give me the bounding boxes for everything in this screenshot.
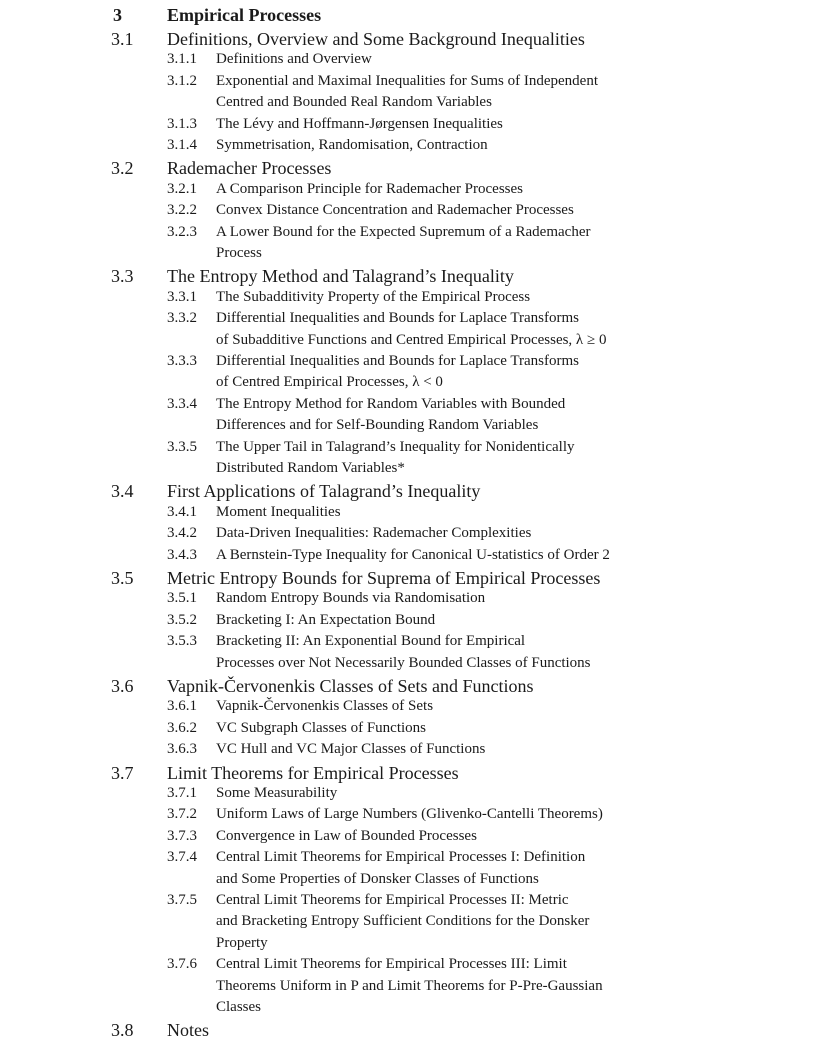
subsection-title-line: VC Hull and VC Major Classes of Functions [216,741,486,758]
subsection-number: 3.7.5 [167,892,197,908]
subsection-number: 3.3.4 [167,395,197,412]
subsection-title-line: Central Limit Theorems for Empirical Processes II: Metric [216,892,569,908]
subsection-title-line: Convex Distance Concentration and Rademacher Processes [216,202,574,219]
section-number: 3.8 [111,1020,134,1041]
subsection-number: 3.7.2 [167,806,197,823]
section-title: Limit Theorems for Empirical Processes [167,762,459,783]
subsection-title-line: of Subadditive Functions and Centred Empirical Processes, λ ≥ 0 [216,331,607,348]
subsection-number: 3.2.1 [167,180,197,197]
chapter-title: Empirical Processes [167,5,322,25]
subsection-title-line: The Entropy Method for Random Variables with Bounded [216,395,566,412]
section-number: 3.4 [111,481,134,502]
subsection-title-line: Exponential and Maximal Inequalities for Sums of Independent [216,72,598,89]
subsection-number: 3.4.3 [167,546,197,563]
subsection-title-line: Data-Driven Inequalities: Rademacher Complexities [216,525,532,542]
subsection-title-line: Central Limit Theorems for Empirical Processes III: Limit [216,956,567,973]
section-number: 3.6 [111,676,134,696]
subsection-title-line: of Centred Empirical Processes, λ < 0 [216,374,443,391]
subsection-title-line: The Lévy and Hoffmann-Jørgensen Inequalities [216,115,503,132]
subsection-title-line: Differences and for Self-Bounding Random Variables [216,417,539,434]
subsection-number: 3.1.4 [167,137,197,153]
subsection-title-line: Moment Inequalities [216,503,341,520]
section-title: Vapnik-Červonenkis Classes of Sets and Functions [167,676,534,696]
section-number: 3.7 [111,762,134,783]
subsection-number: 3.3.3 [167,353,197,369]
subsection-title-line: Property [216,934,268,951]
section-title: First Applications of Talagrand’s Inequality [167,481,481,502]
subsection-title-line: Processes over Not Necessarily Bounded Classes of Functions [216,654,591,671]
section-title: Rademacher Processes [167,158,332,179]
subsection-number: 3.5.1 [167,590,197,607]
subsection-number: 3.1.3 [167,115,197,132]
section-title: Notes [167,1020,209,1041]
section-number: 3.3 [111,266,134,287]
subsection-title-line: A Comparison Principle for Rademacher Processes [216,180,524,197]
subsection-title-line: Centred and Bounded Real Random Variables [216,94,492,111]
section-title: The Entropy Method and Talagrand’s Inequality [167,266,514,287]
subsection-number: 3.6.2 [167,719,197,736]
subsection-title-line: Convergence in Law of Bounded Processes [216,827,477,844]
subsection-number: 3.5.3 [167,633,197,650]
subsection-title-line: Vapnik-Červonenkis Classes of Sets [216,698,434,715]
subsection-title-line: The Upper Tail in Talagrand’s Inequality for Nonidentically [216,438,575,455]
subsection-number: 3.2.3 [167,223,197,240]
subsection-number: 3.7.3 [167,827,197,844]
subsection-title-line: A Bernstein-Type Inequality for Canonical U-statistics of Order 2 [216,546,610,563]
subsection-title-line: Random Entropy Bounds via Randomisation [216,590,486,607]
chapter-number: 3 [113,5,122,25]
subsection-title-line: Process [216,245,262,261]
section-title: Definitions, Overview and Some Background Inequalities [167,29,585,49]
subsection-number: 3.7.1 [167,785,197,801]
section-number: 3.5 [111,568,134,588]
subsection-title-line: Differential Inequalities and Bounds for Laplace Transforms [216,353,579,369]
subsection-title-line: Bracketing I: An Expectation Bound [216,611,436,628]
subsection-number: 3.3.2 [167,310,197,327]
subsection-number: 3.4.1 [167,503,197,520]
subsection-title-line: and Some Properties of Donsker Classes of Functions [216,870,539,887]
section-number: 3.2 [111,158,134,179]
subsection-number: 3.6.1 [167,698,197,715]
subsection-title-line: Theorems Uniform in P and Limit Theorems for P-Pre-Gaussian [216,977,603,994]
subsection-title-line: Classes [216,999,261,1015]
subsection-number: 3.1.2 [167,72,197,89]
subsection-title-line: Some Measurability [216,785,338,801]
subsection-number: 3.7.6 [167,956,197,973]
subsection-title-line: The Subadditivity Property of the Empirical Process [216,288,531,305]
subsection-title-line: A Lower Bound for the Expected Supremum of a Rademacher [216,223,591,240]
subsection-title-line: and Bracketing Entropy Sufficient Conditions for the Donsker [216,913,590,930]
subsection-title-line: Symmetrisation, Randomisation, Contraction [216,137,488,153]
subsection-title-line: Bracketing II: An Exponential Bound for Empirical [216,633,526,650]
subsection-number: 3.5.2 [167,611,197,628]
subsection-title-line: Distributed Random Variables* [216,460,405,476]
subsection-title-line: Central Limit Theorems for Empirical Processes I: Definition [216,849,586,866]
subsection-title-line: VC Subgraph Classes of Functions [216,719,426,736]
subsection-number: 3.4.2 [167,525,197,542]
subsection-number: 3.3.5 [167,438,197,455]
subsection-number: 3.3.1 [167,288,197,305]
section-title: Metric Entropy Bounds for Suprema of Empirical Processes [167,568,601,588]
subsection-title-line: Uniform Laws of Large Numbers (Glivenko-Cantelli Theorems) [216,806,603,823]
subsection-number: 3.7.4 [167,849,197,866]
subsection-number: 3.6.3 [167,741,197,758]
subsection-title-line: Differential Inequalities and Bounds for Laplace Transforms [216,310,579,327]
section-number: 3.1 [111,29,134,49]
subsection-number: 3.1.1 [167,51,197,68]
subsection-title-line: Definitions and Overview [216,51,372,68]
subsection-number: 3.2.2 [167,202,197,219]
